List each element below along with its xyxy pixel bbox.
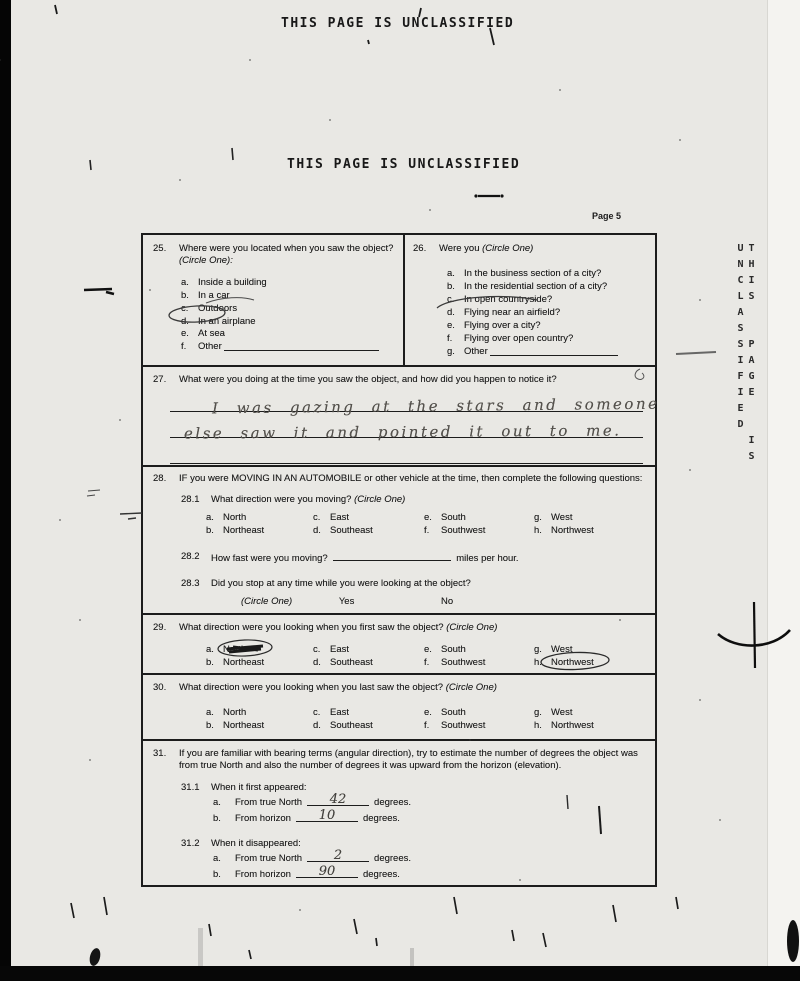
- q28-1-number: 28.1: [181, 494, 200, 506]
- option-label: South: [441, 511, 466, 523]
- option-label: East: [330, 644, 350, 656]
- option-letter: h.: [534, 657, 542, 669]
- q28-direction-grid: [206, 512, 651, 538]
- q31-1: [181, 782, 651, 794]
- option-label: Southwest: [441, 524, 486, 536]
- option-letter: c.: [313, 511, 321, 523]
- q30-dir-west: [534, 707, 651, 719]
- q31-2-title: When it disappeared:: [211, 838, 301, 850]
- q31-2: [181, 838, 651, 850]
- q28-dir-southwest: [424, 525, 534, 537]
- q25-number: 25.: [153, 243, 167, 254]
- q28-3-text: Did you stop at any time while you were looking at the object?: [211, 578, 471, 590]
- degrees-suffix: degrees.: [362, 812, 400, 824]
- option-letter: b.: [447, 281, 455, 293]
- unclassified-stamp-middle: THIS PAGE IS UNCLASSIFIED: [287, 157, 521, 172]
- scan-black-edge-bottom: [0, 966, 800, 981]
- q30-number: 30.: [153, 682, 167, 693]
- margin-dash-left: [84, 289, 114, 294]
- arrow-dot-right: [500, 194, 503, 197]
- q29-dir-southwest: [424, 657, 534, 669]
- option-letter: g.: [534, 707, 542, 719]
- q30-question: What direction were you looking when you last saw the object?: [179, 682, 444, 693]
- q25-text: [179, 243, 399, 268]
- q29-dir-west: [534, 644, 651, 656]
- option-letter: a.: [213, 853, 221, 865]
- direction-col-3: [424, 512, 534, 538]
- option-letter: a.: [181, 276, 189, 288]
- option-letter: d.: [313, 524, 321, 536]
- direction-col-1: [206, 644, 313, 670]
- option-letter: h.: [534, 524, 542, 536]
- q29-dir-southeast: [313, 657, 424, 669]
- q28-3-number: 28.3: [181, 578, 200, 590]
- option-letter: d.: [447, 307, 455, 319]
- q28-3-circle-one: (Circle One): [241, 596, 293, 608]
- option-label: West: [551, 707, 573, 719]
- option-letter: d.: [313, 720, 321, 732]
- q28-1-question: What direction were you moving?: [211, 494, 352, 506]
- bracket-tail-right: [754, 602, 755, 668]
- q31-2a-label: From true North: [235, 853, 303, 865]
- q31-1-number: 31.1: [181, 781, 200, 793]
- direction-col-4: [534, 707, 651, 733]
- direction-col-3: [424, 707, 534, 733]
- smear-2: [410, 948, 414, 967]
- ink-blob-bottom-left: [88, 947, 102, 967]
- q29-text: [179, 622, 651, 634]
- q27-handwriting-2: else saw it and pointed it out to me.: [183, 421, 622, 443]
- question-31: [143, 739, 655, 885]
- direction-col-3: [424, 644, 534, 670]
- q28-2-fill-line: [333, 551, 451, 561]
- direction-col-2: [313, 512, 424, 538]
- q28-dir-east: [313, 512, 424, 524]
- option-label: Inside a building: [198, 276, 267, 288]
- option-letter: f.: [424, 657, 430, 669]
- q25-option-f: [181, 341, 399, 353]
- q26-text: [439, 243, 651, 255]
- q31-1a: [213, 792, 651, 809]
- option-label: Southwest: [441, 720, 486, 732]
- option-letter: g.: [534, 511, 542, 523]
- q26-option-d: [447, 307, 651, 319]
- option-label: Northwest: [551, 524, 594, 536]
- option-label: In the business section of a city?: [464, 268, 602, 280]
- mid-stray-ticks: [90, 148, 233, 170]
- q25-option-c: [181, 303, 399, 315]
- option-letter: a.: [206, 707, 214, 719]
- q30-dir-southeast: [313, 720, 424, 732]
- q26-lead: Were you: [439, 243, 480, 254]
- option-letter: b.: [206, 720, 214, 732]
- q27-answer-line-1: [170, 386, 660, 418]
- q28-2-question: How fast were you moving?: [211, 552, 328, 564]
- q30-direction-grid: [206, 707, 651, 733]
- option-label: West: [551, 511, 573, 523]
- question-25: [143, 235, 405, 365]
- question-29: [143, 613, 655, 673]
- option-label: Northwest: [551, 657, 594, 669]
- bottom-slash-ticks: [71, 897, 678, 959]
- option-label: Southeast: [330, 720, 373, 732]
- q30-dir-east: [313, 707, 424, 719]
- q25-option-b: [181, 290, 399, 302]
- degrees-suffix: degrees.: [362, 868, 400, 880]
- q25-option-d: [181, 316, 399, 328]
- q31-2b-fill-line: [296, 863, 358, 879]
- q28-1-circle-one: (Circle One): [354, 494, 406, 506]
- q30-circle-one: (Circle One): [445, 682, 497, 693]
- q28-dir-south: [424, 512, 534, 524]
- option-label: Flying near an airfield?: [464, 307, 561, 319]
- unclassified-stamp-vertical: THIS PAGE IS UNCLASSIFIED: [735, 243, 757, 467]
- q30-text: [179, 682, 651, 694]
- q28-1: [181, 494, 651, 506]
- q25-options: [181, 277, 399, 354]
- q31-1a-fill-line: [307, 792, 369, 808]
- option-letter: b.: [213, 812, 221, 824]
- option-letter: a.: [206, 644, 214, 656]
- q28-text: IF you were MOVING IN AN AUTOMOBILE or other vehicle at the time, then complete the following questions:: [179, 473, 643, 484]
- q30-dir-south: [424, 707, 534, 719]
- unclassified-stamp-top: THIS PAGE IS UNCLASSIFIED: [281, 16, 515, 31]
- q28-2: [181, 551, 651, 565]
- option-letter: a.: [206, 511, 214, 523]
- degrees-suffix: degrees.: [374, 797, 412, 809]
- q26-other-fill-line: [490, 346, 618, 356]
- q31-1a-label: From true North: [235, 797, 303, 809]
- q31-1b-fill-line: [296, 807, 358, 823]
- q28-dir-northwest: [534, 525, 651, 537]
- option-label: North: [223, 644, 247, 656]
- direction-col-2: [313, 707, 424, 733]
- q29-dir-east: [313, 644, 424, 656]
- option-label: West: [551, 644, 573, 656]
- q28-2-text: [211, 551, 519, 565]
- option-label: East: [330, 707, 350, 719]
- q29-dir-northwest-circled: [534, 657, 651, 669]
- q29-question: What direction were you looking when you first saw the object?: [179, 622, 444, 633]
- q30-dir-north: [206, 707, 313, 719]
- option-label: Outdoors: [198, 302, 238, 314]
- q31-2b-label: From horizon: [235, 868, 291, 880]
- q31-1b-handwritten-value: 10: [318, 807, 336, 823]
- q29-dir-south: [424, 644, 534, 656]
- stray-dash-right: [676, 352, 716, 354]
- q25-circle-one: (Circle One):: [179, 255, 233, 267]
- option-letter: g.: [447, 345, 455, 357]
- q28-dir-north: [206, 512, 313, 524]
- question-27: [143, 365, 660, 465]
- q28-number: 28.: [153, 473, 167, 484]
- direction-col-4: [534, 512, 651, 538]
- direction-col-2: [313, 644, 424, 670]
- option-letter: h.: [534, 720, 542, 732]
- q26-number: 26.: [413, 243, 427, 254]
- option-letter: f.: [447, 332, 453, 344]
- q25-option-a: [181, 277, 399, 289]
- option-letter: f.: [181, 341, 187, 353]
- q25-option-e: [181, 328, 399, 340]
- arrow-dot-left: [474, 194, 477, 197]
- option-label: At sea: [198, 328, 225, 340]
- option-label: Northwest: [551, 720, 594, 732]
- q29-dir-northeast: [206, 657, 313, 669]
- q28-3-no: No: [440, 596, 454, 608]
- q28-2-number: 28.2: [181, 550, 200, 562]
- q30-dir-northeast: [206, 720, 313, 732]
- q31-1b-label: From horizon: [235, 812, 291, 824]
- option-letter: c.: [447, 294, 455, 306]
- q31-1a-handwritten-value: 42: [329, 792, 347, 808]
- margin-equals-mark: [87, 490, 100, 496]
- q26-option-a: [447, 268, 651, 280]
- option-letter: c.: [313, 644, 321, 656]
- option-label: South: [441, 644, 466, 656]
- option-label: Northeast: [223, 524, 265, 536]
- option-letter: c.: [181, 302, 189, 314]
- q31-2a-fill-line: [307, 848, 369, 864]
- option-label: In the residential section of a city?: [464, 281, 608, 293]
- row-q25-q26: [143, 235, 655, 365]
- scan-paper-edge-right: [767, 0, 800, 966]
- option-letter: b.: [213, 868, 221, 880]
- q26-option-c: [447, 294, 651, 306]
- direction-col-1: [206, 707, 313, 733]
- q31-2b-handwritten-value: 90: [318, 863, 336, 879]
- option-label: Flying over open country?: [464, 332, 574, 344]
- option-label: Southeast: [330, 524, 373, 536]
- q29-dir-north-crossed: [206, 644, 313, 656]
- q27-handwriting-1: I was gazing at the stars and someone: [211, 394, 660, 418]
- margin-dash-mark: [120, 513, 142, 519]
- q28-dir-northeast: [206, 525, 313, 537]
- option-label: Other: [464, 345, 488, 357]
- q25-other-fill-line: [224, 341, 379, 351]
- option-label: East: [330, 511, 350, 523]
- q31-2-number: 31.2: [181, 838, 200, 850]
- q26-option-b: [447, 281, 651, 293]
- q25-question: Where were you located when you saw the object?: [179, 243, 394, 254]
- option-letter: d.: [313, 657, 321, 669]
- questionnaire-form: [141, 233, 660, 887]
- option-letter: a.: [447, 268, 455, 280]
- option-label: Southeast: [330, 657, 373, 669]
- q28-dir-southeast: [313, 525, 424, 537]
- option-label: Southwest: [441, 657, 486, 669]
- question-26: [405, 235, 655, 365]
- option-letter: e.: [424, 707, 432, 719]
- q27-answer-line-2: [170, 412, 643, 443]
- option-label: In an airplane: [198, 315, 256, 327]
- q30-dir-northwest: [534, 720, 651, 732]
- option-label: Flying over a city?: [464, 320, 541, 332]
- q28-3-yes: Yes: [338, 596, 355, 608]
- q29-number: 29.: [153, 622, 167, 633]
- option-letter: b.: [181, 289, 189, 301]
- q31-number: 31.: [153, 748, 167, 759]
- q31-2b: [213, 863, 651, 881]
- scan-black-edge-left: [0, 0, 11, 981]
- question-28: [143, 465, 655, 613]
- q28-3: [181, 578, 651, 590]
- direction-col-1: [206, 512, 313, 538]
- option-letter: g.: [534, 644, 542, 656]
- page-number-label: Page 5: [592, 211, 622, 221]
- option-letter: e.: [447, 320, 455, 332]
- q28-1-text: [211, 494, 405, 506]
- option-label: In a car: [198, 289, 230, 301]
- question-30: [143, 673, 655, 739]
- q27-text: What were you doing at the time you saw the object, and how did you happen to notice it?: [179, 374, 557, 385]
- q28-2-suffix: miles per hour.: [456, 552, 519, 564]
- option-label: South: [441, 707, 466, 719]
- smear-1: [198, 928, 203, 966]
- option-label: Other: [198, 341, 222, 353]
- option-letter: e.: [424, 511, 432, 523]
- q30-dir-southwest: [424, 720, 534, 732]
- option-label: Northeast: [223, 720, 265, 732]
- q26-circle-one: (Circle One): [482, 243, 534, 254]
- q29-direction-grid: [206, 644, 651, 670]
- option-label: North: [223, 707, 247, 719]
- q26-option-g: [447, 346, 651, 358]
- degrees-suffix: degrees.: [374, 853, 412, 865]
- option-label: Northeast: [223, 657, 265, 669]
- q26-option-f: [447, 333, 651, 345]
- option-letter: f.: [424, 720, 430, 732]
- q27-answer-line-3: [170, 438, 643, 464]
- option-letter: e.: [424, 644, 432, 656]
- option-letter: f.: [424, 524, 430, 536]
- q31-1-title: When it first appeared:: [211, 781, 307, 793]
- option-label: In open countryside?: [464, 294, 553, 306]
- option-label: North: [223, 511, 247, 523]
- option-letter: a.: [213, 797, 221, 809]
- q31-text: If you are familiar with bearing terms (angular direction), try to estimate the number of degrees the object was from true North and also the number of degrees it was upward from the horizon (elevation).: [179, 748, 638, 772]
- q29-circle-one: (Circle One): [446, 622, 498, 633]
- q31-2a-handwritten-value: 2: [333, 848, 343, 864]
- q31-1b: [213, 807, 651, 825]
- option-letter: b.: [206, 657, 214, 669]
- option-letter: e.: [181, 328, 189, 340]
- q31-2a: [213, 848, 651, 865]
- option-letter: b.: [206, 524, 214, 536]
- option-letter: d.: [181, 315, 189, 327]
- direction-col-4: [534, 644, 651, 670]
- option-letter: c.: [313, 707, 321, 719]
- q26-options: [447, 268, 651, 358]
- q28-dir-west: [534, 512, 651, 524]
- q28-3-circle-row: [241, 596, 651, 608]
- q26-option-e: [447, 320, 651, 332]
- q27-number: 27.: [153, 374, 167, 385]
